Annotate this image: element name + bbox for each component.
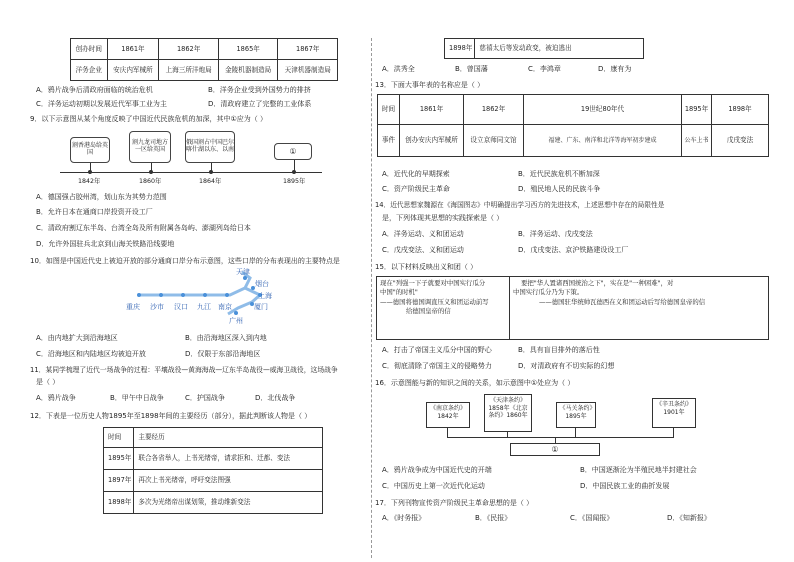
- q14-stem-cont: 是，下列体现其思想的实践探索是（ ）: [382, 214, 504, 222]
- q16-option-a: A．鸦片战争成为中国近代史的开端: [382, 466, 492, 474]
- q14-option-d: D．戊戌变法、京沪铁路建设设工厂: [518, 246, 629, 254]
- table-cell: 1862年: [159, 39, 219, 60]
- q10-option-c: C．沿海地区和内陆地区均被迫开放: [36, 350, 146, 358]
- q15-option-a: A．打击了帝国主义瓜分中国的野心: [382, 346, 492, 354]
- q16-option-d: D．中国民族工业的曲折发展: [580, 482, 670, 490]
- q15-option-b: B．具有盲目排外的落后性: [518, 346, 600, 354]
- city-label: 广州: [229, 317, 243, 325]
- q8-option-c: C．洋务运动初期以发展近代军事工业为主: [36, 100, 167, 108]
- q17-option-d: D．《知新报》: [667, 514, 711, 522]
- table-cell: 1895年: [682, 95, 712, 125]
- table-cell: 慈禧太后等发动政变，被迫逃出: [475, 39, 644, 59]
- q16-stem: 16．示意图能与新的知识之间的关系，如示意图中①处应为（ ）: [375, 379, 575, 387]
- q9-option-c: C．清政府割辽东半岛、台湾全岛及所有附属各岛屿、澎湖列岛给日本: [36, 224, 251, 232]
- timeline-year: 1864年: [199, 178, 222, 185]
- table-cell: 创办安庆内军械所: [400, 125, 464, 157]
- table-cell: 金陵机器制造局: [218, 60, 278, 81]
- treaty-box: 《天津条约》1858年《北京条约》1860年: [484, 394, 532, 432]
- table-cell: 1865年: [218, 39, 278, 60]
- table-cell: 1867年: [278, 39, 338, 60]
- q17-option-a: A．《时务报》: [382, 514, 426, 522]
- table-cell: 1862年: [464, 95, 524, 125]
- q13-option-b: B．近代民族危机不断加深: [518, 170, 600, 178]
- table-cell: 设立京师同文馆: [464, 125, 524, 157]
- column-divider: [371, 38, 372, 558]
- timeline-year: 1842年: [78, 178, 101, 185]
- q11-option-c: C．护国战争: [185, 394, 225, 402]
- table-cell: 1898年: [104, 492, 134, 514]
- answer-box: ①: [510, 443, 600, 456]
- table-cell: 洋务企业: [71, 60, 108, 81]
- q10-option-a: A．由内地扩大到沿海地区: [36, 334, 118, 342]
- table-cell: 19世纪80年代: [524, 95, 682, 125]
- table-cell: 1898年: [712, 95, 769, 125]
- q9-option-d: D．允许外国驻兵北京到山海关铁路沿线要地: [36, 240, 175, 248]
- city-label: 九江: [197, 303, 211, 311]
- city-label: 重庆: [126, 303, 140, 311]
- table-cell: 1861年: [400, 95, 464, 125]
- timeline-year: 1860年: [139, 178, 162, 185]
- city-label: 南京: [218, 303, 232, 311]
- table-cell: 上海三所洋炮局: [159, 60, 219, 81]
- city-label: 天津: [236, 268, 250, 276]
- city-label: 厦门: [254, 303, 268, 311]
- city-label: 沙市: [150, 303, 164, 311]
- table-cell: 1898年: [445, 39, 475, 59]
- q13-option-d: D．殖民地人民的民族斗争: [518, 185, 601, 193]
- table-cell: 安庆内军械所: [107, 60, 159, 81]
- q12-stem: 12．下表是一位历史人物1895年至1898年间的主要经历（部分），据此判断该人物是（ ）: [30, 412, 312, 420]
- treaty-box: 《南京条约》1842年: [426, 402, 470, 428]
- q11-option-b: B．甲午中日战争: [110, 394, 164, 402]
- q11-option-a: A．鸦片战争: [36, 394, 76, 402]
- q11-option-d: D．北伐战争: [255, 394, 296, 402]
- table-cell: 再次上书光绪帝，呼吁变法图强: [134, 470, 323, 492]
- treaty-box: 《辛丑条约》1901年: [652, 398, 696, 428]
- table-cell: 公车上书: [682, 125, 712, 157]
- timeline-box: 俄国割占中国巴尔喀什湖以东、以南: [185, 131, 235, 163]
- q15-stem: 15．以下材料反映出义和团（ ）: [375, 263, 478, 271]
- table-q12-last-row: [444, 38, 644, 59]
- table-cell: 事件: [378, 125, 400, 157]
- q12-option-b: B．曾国藩: [455, 65, 488, 73]
- table-cell: 联合各省举人，上书光绪帝，请求拒和、迁都、变法: [134, 448, 323, 470]
- material-left: 现在"列强一下子就要对中国实行瓜分 中国"的时机" ——德国将德国调直压义和团运动前写 给德国皇帝的信: [376, 276, 510, 340]
- timeline-year: 1895年: [283, 178, 306, 185]
- city-label: 汉口: [174, 303, 188, 311]
- table-cell: 天津机器制造局: [278, 60, 338, 81]
- table-cell: 主要经历: [134, 428, 323, 448]
- q15-option-d: D．对清政府有不切实际的幻想: [518, 362, 615, 370]
- city-label: 烟台: [255, 280, 269, 288]
- q17-option-c: C．《国闻报》: [570, 514, 614, 522]
- table-cell: 1861年: [107, 39, 159, 60]
- table-cell: 戊戌变法: [712, 125, 769, 157]
- timeline-box: 割香港岛给英国: [70, 137, 110, 163]
- q8-option-d: D．清政府建立了完整的工业体系: [208, 100, 312, 108]
- table-cell: 创办时间: [71, 39, 108, 60]
- q17-option-b: B．《民报》: [475, 514, 512, 522]
- timeline-box: ①: [274, 143, 312, 160]
- q12-option-a: A．洪秀全: [382, 65, 415, 73]
- q16-option-c: C．中国历史上第一次近代化运动: [382, 482, 485, 490]
- q13-option-a: A．近代化的早期探索: [382, 170, 450, 178]
- table-cell: 时间: [104, 428, 134, 448]
- table-enterprises: [70, 38, 338, 81]
- q8-option-b: B．洋务企业受到外国势力的排挤: [208, 86, 311, 94]
- q14-option-a: A．洋务运动、义和团运动: [382, 230, 464, 238]
- q14-option-b: B．洋务运动、戊戌变法: [518, 230, 593, 238]
- q12-option-c: C．李鸿章: [528, 65, 561, 73]
- table-cell: 时间: [378, 95, 400, 125]
- table-cell: 福建、广东、南洋和北洋等海军初步建成: [524, 125, 682, 157]
- table-cell: 1895年: [104, 448, 134, 470]
- city-label: 上海: [258, 292, 272, 300]
- q15-option-c: C．彻底清除了帝国主义的侵略势力: [382, 362, 492, 370]
- ports-map: [110, 266, 280, 328]
- q11-stem: 11．某同学梳理了近代一场战争的过程：平壤战役—黄海海战—辽东半岛战役—威海卫战役，这场战争: [30, 366, 338, 374]
- timeline-box: 割九龙司地方一区给英国: [129, 131, 171, 163]
- treaty-box: 《马关条约》1895年: [556, 402, 596, 428]
- table-cell: 多次为光绪帝出谋划策，推动维新变法: [134, 492, 323, 514]
- q13-option-c: C．资产阶级民主革命: [382, 185, 450, 193]
- q10-option-b: B．由沿海地区深入到内地: [185, 334, 267, 342]
- q12-option-d: D．康有为: [598, 65, 632, 73]
- q17-stem: 17．下列刊物宣传资产阶级民主革命思想的是（ ）: [375, 499, 534, 507]
- q14-option-c: C．戊戌变法、义和团运动: [382, 246, 464, 254]
- q16-option-b: B．中国逐渐沦为半殖民地半封建社会: [580, 466, 697, 474]
- q8-option-a: A．鸦片战争后清政府面临的统治危机: [36, 86, 153, 94]
- q9-option-a: A．德国强占胶州湾，划山东为其势力范围: [36, 193, 167, 201]
- q9-stem: 9．以下示意图从某个角度反映了中国近代民族危机的加深，其中①应为（ ）: [30, 115, 267, 123]
- q10-stem: 10．如图是中国近代史上被迫开放的部分通商口岸分布示意图，这些口岸的分布表现出的主要特点是: [30, 257, 340, 265]
- timeline-axis: [60, 172, 322, 173]
- q13-stem: 13．下面大事年表的名称应是（ ）: [375, 81, 485, 89]
- material-right: 要把"华人置诸西国统治之下"，实在是"一种困难"，对 中国实行瓜分乃为下策。 ——德国驻华统帅瓦德西在义和团运动后写给德国皇帝的信: [509, 276, 769, 340]
- table-q12: [103, 427, 323, 514]
- table-q13: [377, 94, 769, 157]
- q11-stem-cont: 是（ ）: [36, 378, 60, 386]
- q10-option-d: D．仅限于东部沿海地区: [185, 350, 261, 358]
- table-cell: 1897年: [104, 470, 134, 492]
- q14-stem: 14．近代思想家魏源在《海国图志》中明确提出学习西方的先进技术，上述思想中存在的局限性是: [375, 201, 665, 209]
- q9-option-b: B．允许日本在通商口岸投资开设工厂: [36, 208, 153, 216]
